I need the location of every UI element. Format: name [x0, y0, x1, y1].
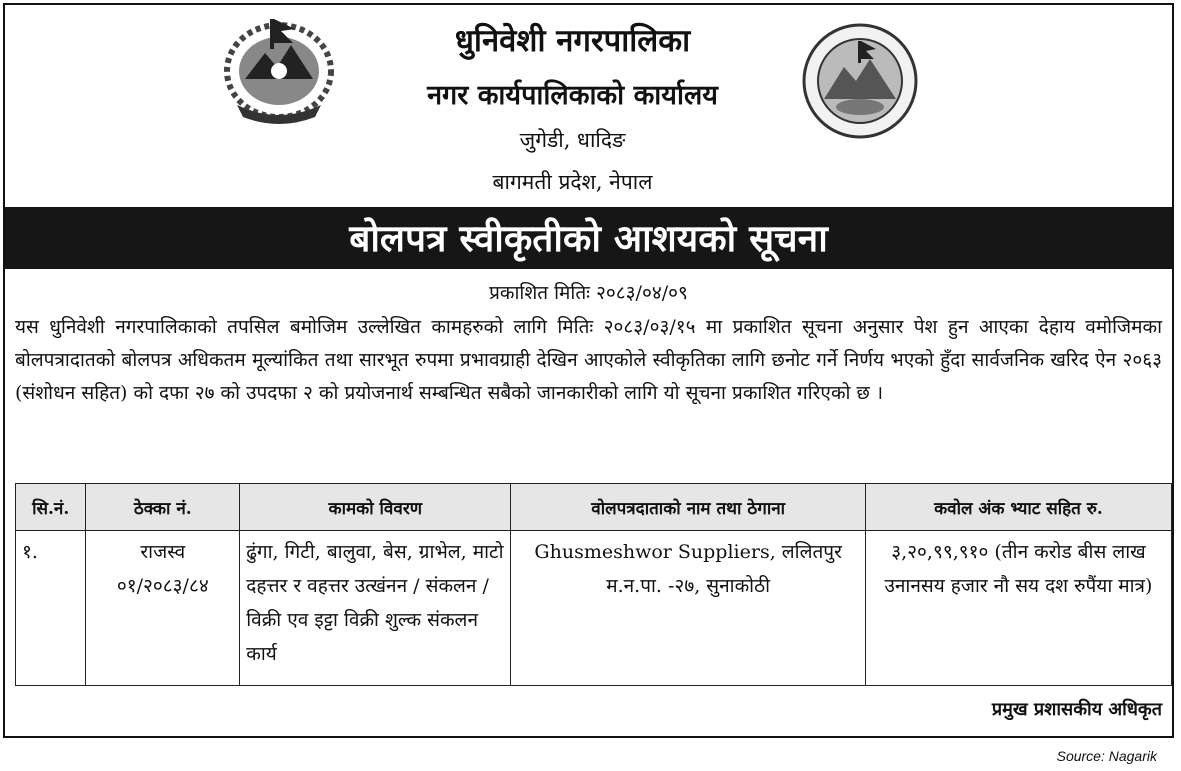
- source-credit: Source: Nagarik: [1056, 748, 1157, 764]
- table-header-row: [16, 484, 1172, 531]
- office-location: जुगेडी, धादिङ: [519, 128, 626, 152]
- tender-notice: [3, 3, 1174, 738]
- published-date: प्रकाशित मितिः २०८३/०४/०९: [489, 282, 688, 304]
- cell-bidder: Ghusmeshwor Suppliers, ललितपुर म.न.पा. -२७, सुनाकोठी: [511, 531, 866, 686]
- province-line: बागमती प्रदेश, नेपाल: [492, 170, 653, 194]
- cell-serial-no: १.: [16, 531, 86, 686]
- header-bidder: वोलपत्रदाताको नाम तथा ठेगाना: [511, 484, 866, 531]
- cell-contract-no: राजस्व ०१/२०८३/८४: [86, 531, 240, 686]
- notice-paragraph: यस धुनिवेशी नगरपालिकाको तपसिल बमोजिम उल्लेखित कामहरुको लागि मितिः २०८३/०३/१५ मा प्रकाशित सूचना अनुसार पेश हुन आएका देहाय वमोजिमका बोलपत्रादातको बोलपत्र अधिकतम मूल्यांकित तथा सारभूत रुपमा प्रभावग्राही देखिन आएकोले स्वीकृतिका लागि छनोट गर्ने निर्णय भएको हुँदा सार्वजनिक खरिद ऐन २०६३ (संशोधन सहित) को दफा २७ को उपदफा २ को प्रयोजनार्थ सम्बन्धित सबैको जानकारीको लागि यो सूचना प्रकाशित गरिएको छ ।: [15, 316, 1162, 404]
- header-work-description: कामको विवरण: [240, 484, 511, 531]
- municipality-seal-icon: [800, 21, 920, 141]
- nepal-emblem-icon: [215, 13, 343, 125]
- header-bid-amount: कवोल अंक भ्याट सहित रु.: [865, 484, 1171, 531]
- notice-header: [5, 5, 1172, 207]
- office-name: नगर कार्यपालिकाको कार्यालय: [427, 80, 718, 111]
- header-serial-no: सि.नं.: [16, 484, 86, 531]
- cell-bid-amount: ३,२०,९९,९१० (तीन करोड बीस लाख उनानसय हजार नौ सय दश रुपैंया मात्र): [865, 531, 1171, 686]
- header-contract-no: ठेक्का नं.: [86, 484, 240, 531]
- notice-title-banner: बोलपत्र स्वीकृतीको आशयको सूचना: [5, 207, 1172, 269]
- bid-table: [15, 483, 1172, 686]
- cell-work-description: ढुंगा, गिटी, बालुवा, बेस, ग्राभेल, माटो दहत्तर र वहत्तर उत्खंनन / संकलन /विक्री एव इट्टा विक्री शुल्क संकलन कार्य: [240, 531, 511, 686]
- table-row: [16, 531, 1172, 686]
- municipality-name: धुनिवेशी नगरपालिका: [454, 23, 691, 59]
- signatory: प्रमुख प्रशासकीय अधिकृत: [991, 699, 1162, 720]
